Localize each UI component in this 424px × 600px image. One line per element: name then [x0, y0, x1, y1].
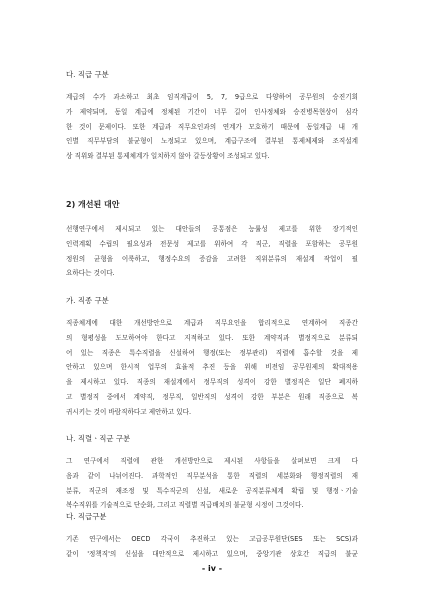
text-line: 의 형평성을 도모하여야 한다고 지적하고 있다. 또한 계약직과 별정직으로 분류되: [66, 333, 358, 342]
page-number: - iv -: [201, 564, 223, 573]
text-line: 같이 '정책직'의 신설을 대안적으로 제시하고 있으며, 중앙기관 상호간 직급의 불균: [66, 549, 358, 558]
text-line: 분류, 직군의 재조정 및 특수직군의 신설, 새로운 공직분류체계 확립 및 행정ㆍ기술: [66, 486, 358, 495]
text-line: 인력계획 수립의 필요성과 전문성 제고를 위하여 각 직군, 직렬을 포함하는 공무원: [66, 239, 358, 248]
text-line: 기존 연구에서는 OECD 각국이 추진하고 있는 고급공무원단(SES 또는 SCS)과: [66, 535, 358, 543]
text-line: 음과 같이 나뉘어진다. 과학적인 직무분석을 통한 직렬의 세분화와 행정직렬의 재: [66, 471, 358, 480]
text-line: 한 것이 문제이다. 또한 계급과 직무요인과의 연계가 모호하기 때문에 동일계급 내 개: [66, 122, 358, 131]
paragraph-series-group: [66, 454, 358, 513]
text-line: 직종체계에 대한 개선방안으로 계급과 직무요인을 합리적으로 연계하여 직종간: [66, 319, 358, 327]
text-line: 정원의 균형을 이룩하고, 행정수요의 증감을 고려한 직위분류의 재설계 작업이 필: [66, 254, 358, 263]
text-line: 선행연구에서 제시되고 있는 대안들의 공통점은 능률성 제고를 위한 장기적인: [66, 225, 358, 233]
text-line: 을 제시하고 있다. 직종의 재설계에서 정무직의 성격이 강한 별정직은 일단 폐지하: [66, 378, 358, 387]
section-heading-improved-alternatives: 2) 개선된 대안: [66, 200, 120, 209]
text-line: 안하고 있으며 한시적 업무의 효율적 추진 등을 위해 비전임 공무원제의 확대적용: [66, 363, 358, 372]
text-line: 그 연구에서 직렬에 관한 개선방안으로 제시된 사항들을 살펴보면 크게 다: [66, 457, 358, 465]
paragraph-grade: [66, 532, 358, 562]
text-line: 귀시키는 것이 바람직하다고 제안하고 있다.: [66, 407, 192, 416]
text-line: 어 있는 직종은 특수직렬을 신설하여 행정(또는 정부관리) 직렬에 흡수할 것을 제: [66, 348, 358, 357]
paragraph-rank-problems: [66, 90, 358, 164]
text-line: 인별 직무부담의 불균형이 노정되고 있으며, 계급구조에 결부된 통제체제와 조직설계: [66, 137, 358, 146]
paragraph-alternatives: [66, 222, 358, 281]
paragraph-job-type: [66, 316, 358, 420]
text-line: 복수직위를 기술적으로 단순화, 그리고 직렬별 직급배치의 불균형 시정이 그것이다.: [66, 501, 304, 510]
text-line: 요하다는 것이다.: [66, 269, 115, 278]
text-line: 가 제약되며, 동일 계급에 정체된 기간이 너무 길어 인사정체와 승진병목현상이 심각: [66, 107, 358, 116]
section-heading-rank: 다. 직급 구분: [66, 70, 109, 79]
section-heading-series-group: 나. 직렬ㆍ직군 구분: [66, 434, 131, 443]
section-heading-job-type: 가. 직종 구분: [66, 296, 109, 305]
section-heading-grade: 다. 직급구분: [66, 512, 107, 521]
text-line: 고 별정직 중에서 계약직, 정무직, 일반직의 성격이 강한 부분은 원래 직종으로 복: [66, 392, 358, 401]
text-line: 계급의 수가 과소하고 최초 임직계급이 5, 7, 9급으로 다양하여 공무원의 승진기회: [66, 93, 358, 101]
text-line: 상 직위와 결부된 통제체계가 일치하지 않아 갈등상황이 조성되고 있다.: [66, 152, 270, 161]
